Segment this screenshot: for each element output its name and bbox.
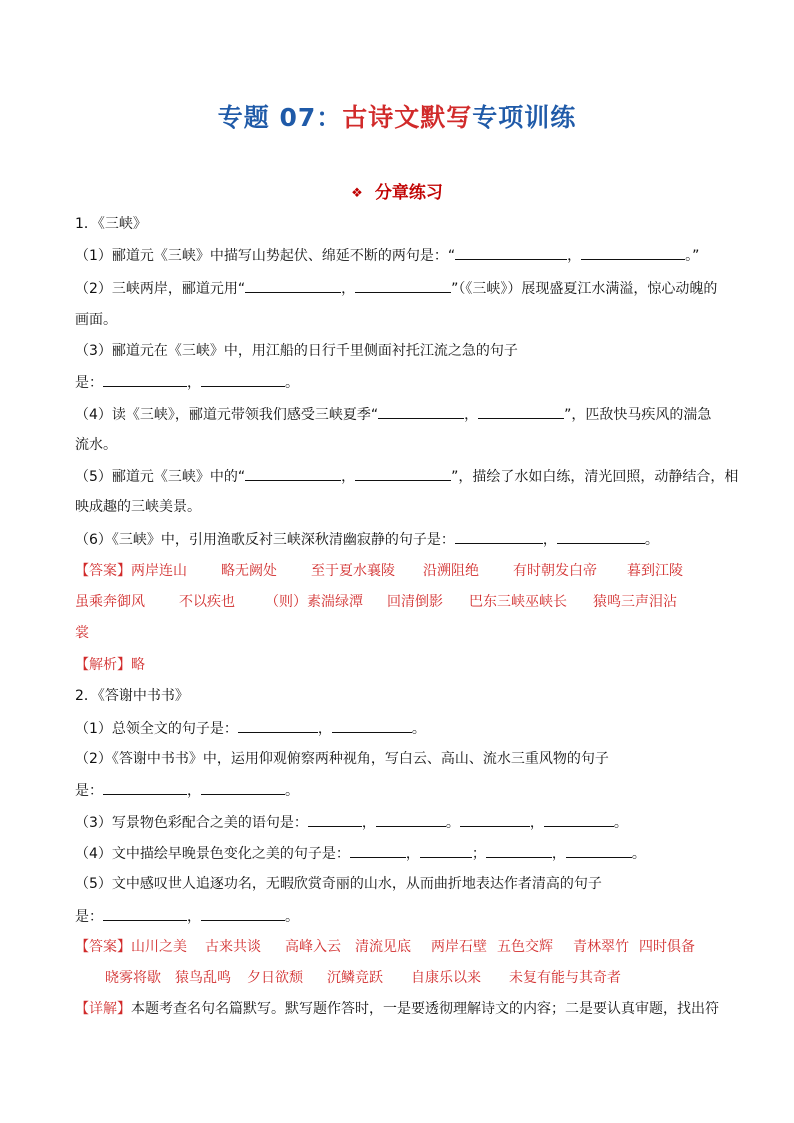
answer-blank xyxy=(486,843,552,858)
answer-blank xyxy=(355,466,451,481)
section-heading-text: 分章练习 xyxy=(374,183,443,203)
answer-blank xyxy=(455,529,543,544)
page-title xyxy=(0,98,794,134)
q1-answer-line-2: 虽乘奔御风 不以疾也 （则）素湍绿潭 回清倒影 巴东三峡巫峡长 猿鸣三声泪沾 xyxy=(75,594,677,610)
answer-blank xyxy=(460,812,530,827)
analysis-label: 【解析】 xyxy=(75,657,131,673)
answer-blank xyxy=(478,404,564,419)
q1-item-4: （4）读《三峡》，郦道元带领我们感受三峡夏季“ ， ”，匹敌快马疾风的湍急 xyxy=(75,404,711,425)
answer-blank xyxy=(378,404,464,419)
answer-blank xyxy=(245,278,341,293)
answer-blank xyxy=(201,906,285,921)
answer-blank xyxy=(544,812,614,827)
q1-item-2: （2）三峡两岸，郦道元用“ ， ”（《三峡》）展现盛夏江水满溢，惊心动魄的 xyxy=(75,278,717,299)
q1-analysis: 【解析】略 xyxy=(75,657,145,673)
q2-answer-line-2: 晓雾将歇 猿鸟乱鸣 夕日欲颓 沉鳞竞跃 自康乐以来 未复有能与其奇者 xyxy=(105,970,621,986)
title-part-2: 古诗文默写 xyxy=(342,103,473,132)
answer-blank xyxy=(308,812,362,827)
answer-blank xyxy=(103,372,187,387)
q2-item-3: （3）写景物色彩配合之美的语句是： ， 。 ， 。 xyxy=(75,812,628,833)
answer-blank xyxy=(332,718,412,733)
detail-label: 【详解】 xyxy=(75,1001,131,1017)
q2-item-2-cont: 是： ， 。 xyxy=(75,780,299,801)
answer-blank xyxy=(238,718,318,733)
answer-blank xyxy=(350,843,406,858)
q1-item-5: （5）郦道元《三峡》中的“ ， ”，描绘了水如白练，清光回照，动静结合，相 xyxy=(75,466,738,487)
q1-item-3-cont: 是： ， 。 xyxy=(75,372,299,393)
answer-label: 【答案】 xyxy=(75,939,131,955)
q1-item-2-cont: 画面。 xyxy=(75,312,117,328)
answer-blank xyxy=(201,780,285,795)
q2-item-1: （1）总领全文的句子是： ， 。 xyxy=(75,718,426,739)
answer-blank xyxy=(201,372,285,387)
answer-blank xyxy=(455,245,567,260)
answer-blank xyxy=(103,780,187,795)
q2-item-5: （5）文中感叹世人追逐功名，无暇欣赏奇丽的山水，从而曲折地表达作者清高的句子 xyxy=(75,876,602,892)
q2-detail: 【详解】本题考查名句名篇默写。默写题作答时，一是要透彻理解诗文的内容；二是要认真审题，找出符 xyxy=(75,1001,719,1017)
answer-blank xyxy=(420,843,472,858)
q1-item-4-cont: 流水。 xyxy=(75,437,117,453)
q1-item-5-cont: 映成趣的三峡美景。 xyxy=(75,499,201,515)
answer-blank xyxy=(557,529,645,544)
answer-blank xyxy=(566,843,632,858)
q1-item-6: （6）《三峡》中，引用渔歌反衬三峡深秋清幽寂静的句子是： ， 。 xyxy=(75,529,659,550)
title-part-3: 专项训练 xyxy=(472,103,577,132)
answer-blank xyxy=(581,245,685,260)
question-2-heading: 2．《答谢中书书》 xyxy=(75,688,189,704)
q2-item-5-cont: 是： ， 。 xyxy=(75,906,299,927)
q1-item-3: （3）郦道元在《三峡》中，用江船的日行千里侧面衬托江流之急的句子 xyxy=(75,343,518,359)
q2-item-4: （4）文中描绘早晚景色变化之美的句子是： ， ； ， 。 xyxy=(75,843,646,864)
q2-item-2: （2）《答谢中书书》中，运用仰观俯察两种视角，写白云、高山、流水三重风物的句子 xyxy=(75,751,609,767)
q1-item-1: （1）郦道元《三峡》中描写山势起伏、绵延不断的两句是：“ ， 。” xyxy=(75,245,699,266)
answer-blank xyxy=(245,466,341,481)
answer-blank xyxy=(355,278,451,293)
title-part-1: 专题 07： xyxy=(217,103,343,132)
diamond-icon: ❖ xyxy=(351,186,363,201)
q1-answer-line-3: 裳 xyxy=(75,625,89,641)
answer-label: 【答案】 xyxy=(75,563,131,579)
answer-blank xyxy=(376,812,446,827)
q2-answer-line-1: 【答案】山川之美 古来共谈 高峰入云 清流见底 两岸石壁 五色交辉 青林翠竹 四时俱备 xyxy=(75,939,695,955)
question-1-heading: 1．《三峡》 xyxy=(75,216,147,232)
q1-answer-line-1: 【答案】两岸连山 略无阙处 至于夏水襄陵 沿溯阻绝 有时朝发白帝 暮到江陵 xyxy=(75,563,683,579)
answer-blank xyxy=(103,906,187,921)
section-heading xyxy=(0,178,794,203)
